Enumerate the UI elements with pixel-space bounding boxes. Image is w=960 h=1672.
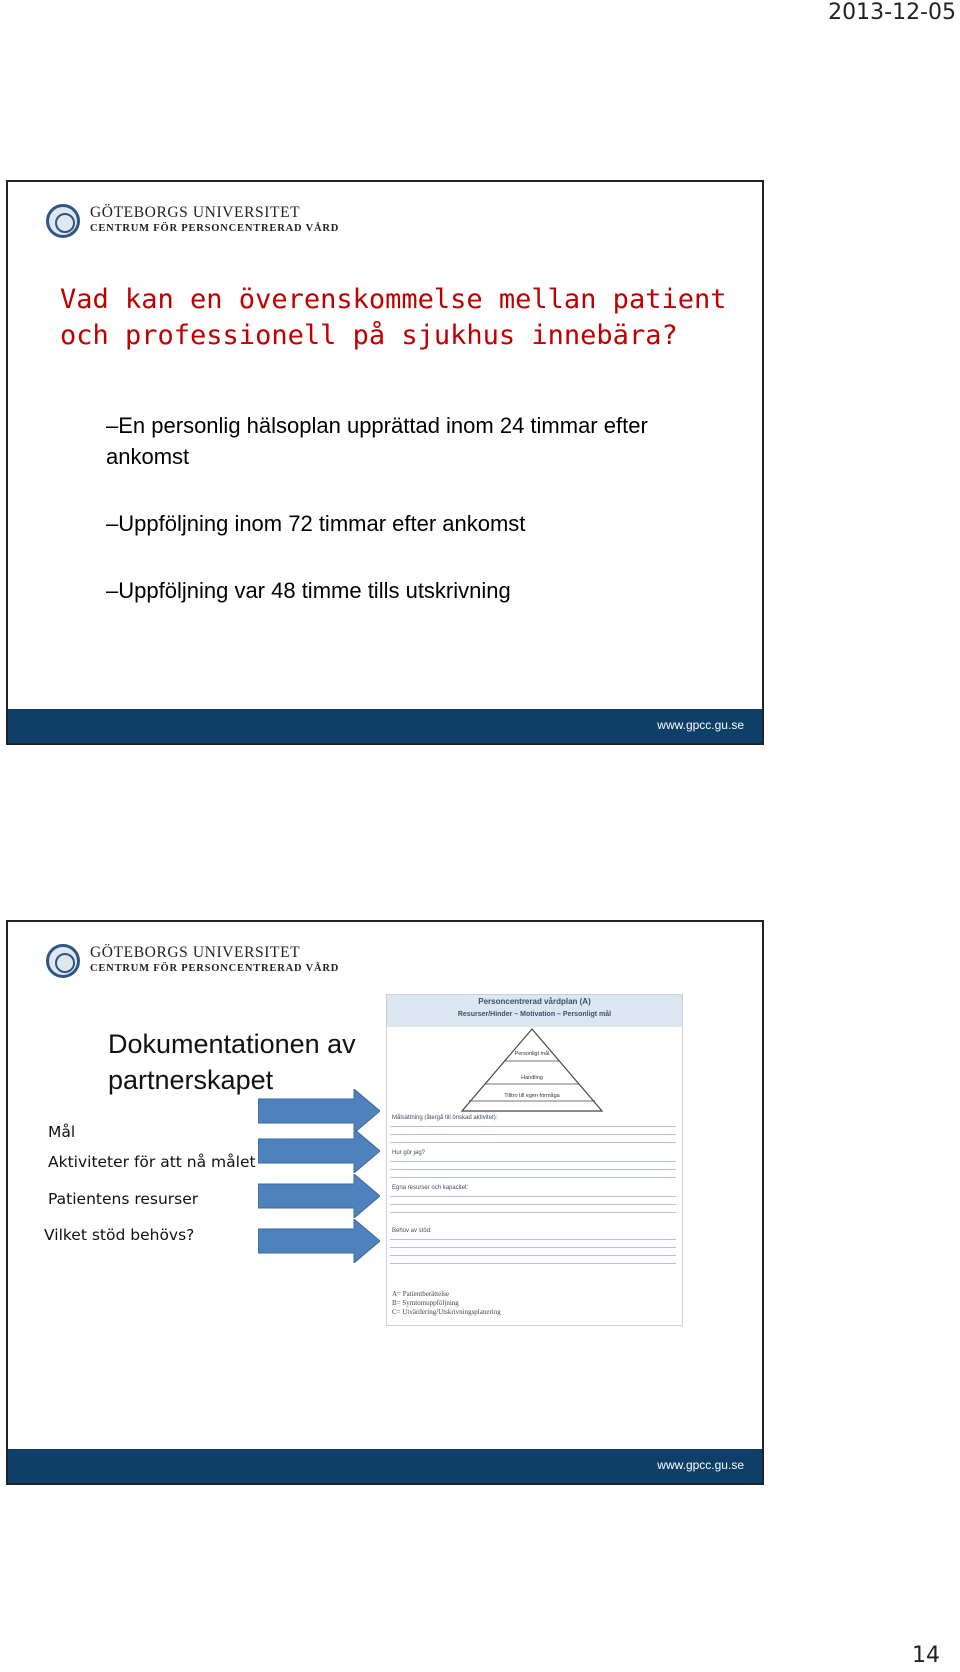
slide-1 bbox=[6, 180, 764, 745]
slide-1-title-line-1: Vad kan en överenskommelse mellan patient bbox=[60, 284, 727, 315]
slide-2-footer-bar bbox=[8, 1449, 762, 1483]
form-section bbox=[390, 1150, 676, 1184]
arrow-right-icon bbox=[258, 1129, 380, 1173]
arrow-right-icon bbox=[258, 1174, 380, 1218]
label-support: Vilket stöd behövs? bbox=[44, 1226, 195, 1244]
form-line bbox=[390, 1142, 676, 1143]
slide-1-title bbox=[60, 282, 740, 354]
form-line bbox=[390, 1263, 676, 1264]
form-line bbox=[390, 1255, 676, 1256]
logo-university-name: GÖTEBORGS UNIVERSITET bbox=[90, 944, 301, 961]
form-section-label: Egna resurser och kapacitet: bbox=[392, 1185, 469, 1191]
form-line bbox=[390, 1196, 676, 1197]
care-plan-form-image bbox=[386, 994, 683, 1326]
pyramid-diagram bbox=[457, 1027, 607, 1113]
form-title: Personcentrerad vårdplan (A) bbox=[478, 997, 591, 1006]
legend-line: A= Patientberättelse bbox=[392, 1290, 450, 1298]
form-section bbox=[390, 1185, 676, 1219]
bullet-dash: – bbox=[106, 413, 119, 438]
label-resources: Patientens resurser bbox=[48, 1190, 199, 1208]
bullet-item bbox=[106, 575, 706, 606]
form-line bbox=[390, 1161, 676, 1162]
bullet-item bbox=[106, 410, 706, 472]
university-logo bbox=[46, 202, 346, 242]
form-line bbox=[390, 1169, 676, 1170]
form-legend bbox=[392, 1290, 501, 1317]
form-section bbox=[390, 1228, 676, 1262]
footer-url[interactable]: www.gpcc.gu.se bbox=[657, 1458, 744, 1472]
pyramid-middle-label: Handling bbox=[521, 1075, 543, 1081]
bullet-dash: – bbox=[106, 511, 119, 536]
pyramid-base-label: Tilltro till egen förmåga bbox=[504, 1093, 560, 1099]
slide-2-title bbox=[108, 1026, 408, 1098]
pyramid-top-label: Personligt mål bbox=[514, 1051, 550, 1057]
form-section-label: Hur gör jag? bbox=[392, 1150, 426, 1156]
form-line bbox=[390, 1177, 676, 1178]
university-seal-icon bbox=[46, 204, 80, 238]
form-line bbox=[390, 1247, 676, 1248]
logo-university-name: GÖTEBORGS UNIVERSITET bbox=[90, 204, 301, 221]
bullet-text: En personlig hälsoplan upprättad inom 24 timmar efter ankomst bbox=[106, 413, 648, 469]
slide-2 bbox=[6, 920, 764, 1485]
form-line bbox=[390, 1126, 676, 1127]
form-header bbox=[387, 995, 682, 1027]
form-section-label: Behov av stöd: bbox=[392, 1228, 432, 1234]
form-line bbox=[390, 1134, 676, 1135]
university-logo bbox=[46, 942, 346, 982]
arrow-right-icon bbox=[258, 1219, 380, 1263]
slide-1-title-line-2: och professionell på sjukhus innebära? bbox=[60, 320, 678, 351]
page-number: 14 bbox=[912, 1643, 940, 1668]
legend-line: C= Utvärdering/Utskrivningsplanering bbox=[392, 1308, 501, 1316]
form-section bbox=[390, 1115, 676, 1149]
form-line bbox=[390, 1212, 676, 1213]
slide-1-bullet-list bbox=[106, 410, 706, 642]
slide-1-footer-bar bbox=[8, 709, 762, 743]
form-subtitle: Resurser/Hinder – Motivation – Personligt mål bbox=[457, 1011, 612, 1018]
form-line bbox=[390, 1239, 676, 1240]
logo-centre-name: CENTRUM FÖR PERSONCENTRERAD VÅRD bbox=[90, 963, 340, 974]
bullet-text: Uppföljning var 48 timme tills utskrivning bbox=[118, 578, 511, 603]
label-goal: Mål bbox=[48, 1123, 76, 1141]
footer-url[interactable]: www.gpcc.gu.se bbox=[657, 718, 744, 732]
form-section-label: Målsättning (återgå till önskad aktivitet): bbox=[392, 1115, 498, 1121]
bullet-dash: – bbox=[106, 578, 119, 603]
arrow-right-icon bbox=[258, 1089, 380, 1133]
label-activities: Aktiviteter för att nå målet bbox=[48, 1153, 256, 1171]
bullet-item bbox=[106, 508, 706, 539]
slide-2-title-line-2: partnerskapet bbox=[108, 1065, 274, 1095]
university-seal-icon bbox=[46, 944, 80, 978]
legend-line: B= Symtomuppföljning bbox=[392, 1299, 459, 1307]
slide-2-title-line-1: Dokumentationen av bbox=[108, 1029, 356, 1059]
page-date: 2013-12-05 bbox=[828, 0, 956, 25]
bullet-text: Uppföljning inom 72 timmar efter ankomst bbox=[118, 511, 526, 536]
logo-centre-name: CENTRUM FÖR PERSONCENTRERAD VÅRD bbox=[90, 223, 340, 234]
form-line bbox=[390, 1204, 676, 1205]
